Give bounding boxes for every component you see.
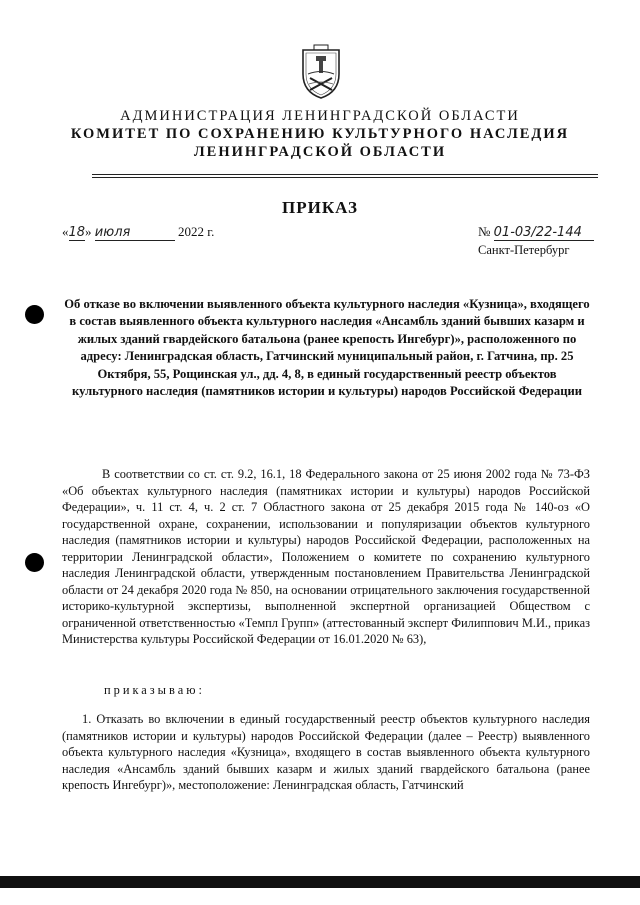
document-type: ПРИКАЗ	[282, 198, 358, 217]
date-quote-close: »	[85, 224, 92, 239]
header-region: ЛЕНИНГРАДСКОЙ ОБЛАСТИ	[193, 144, 447, 160]
date-month: июля	[95, 226, 175, 241]
number-prefix: №	[478, 224, 491, 239]
number-value: 01-03/22-144	[494, 226, 594, 241]
coat-of-arms-emblem	[300, 44, 342, 100]
scan-edge-bar	[0, 876, 640, 888]
date-day: 18	[68, 225, 86, 240]
document-date	[62, 224, 214, 241]
document-city: Санкт-Петербург	[478, 243, 570, 257]
punch-hole-bottom	[25, 553, 44, 572]
document-number	[478, 224, 594, 241]
header-committee: КОМИТЕТ ПО СОХРАНЕНИЮ КУЛЬТУРНОГО НАСЛЕДИЯ	[70, 126, 570, 142]
preamble-paragraph: В соответствии со ст. ст. 9.2, 16.1, 18 Федерального закона от 25 июня 2002 года № 73-ФЗ «Об объектах культурного наследия (памятниках истории и культуры) народов Российской Федерации», ч. 11 ст. 4, ч. 2 ст. 7 Областного закона от 25 декабря 2015 года № 140-оз «О государственной охране, сохранении, использовании и популяризации объектов культурного наследия (памятников истории и культуры) народов Российской Федерации, расположенных на территории Ленинградской области», Положением о комитете по сохранению культурного наследия Ленинградской области, утвержденным постановлением Правительства Ленинградской области от 24 декабря 2020 года № 850, на основании отрицательного заключения государственной историко-культурной экспертизы, выполненной экспертной организацией Обществом с ограниченной ответственностью «Темпл Групп» (аттестованный эксперт Филиппович М.И., приказ Министерства культуры Российской Федерации от 16.01.2020 № 63),	[62, 467, 590, 646]
order-word: приказываю:	[104, 683, 205, 697]
header-administration: АДМИНИСТРАЦИЯ ЛЕНИНГРАДСКОЙ ОБЛАСТИ	[120, 108, 520, 124]
document-title: Об отказе во включении выявленного объекта культурного наследия «Кузница», входящего в состав выявленного объекта культурного наследия «Ансамбль зданий бывших казарм и жилых зданий гвардейского батальона (ранее крепость Ингебург)», расположенного по адресу: Ленинградская область, Гатчинский муниципальный район, г. Гатчина, пр. 25 Октября, 55, Рощинская ул., дд. 4, 8, в единый государственный реестр объектов культурного наследия (памятников истории и культуры) народов Российской Федерации	[64, 297, 590, 399]
date-year: 2022 г.	[178, 224, 215, 239]
header-divider	[92, 174, 598, 175]
date-quote-open: «	[62, 224, 69, 239]
order-item-1: 1. Отказать во включении в единый государственный реестр объектов культурного наследия (памятников истории и культуры) народов Российской Федерации (далее – Реестр) выявленного объекта культурного наследия «Кузница», входящего в состав выявленного объекта культурного наследия «Ансамбль зданий бывших казарм и жилых зданий гвардейского батальона (ранее крепость Ингебург)», местоположение: Ленинградская область, Гатчинский	[62, 712, 590, 792]
punch-hole-top	[25, 305, 44, 324]
header-divider-thin	[92, 177, 598, 178]
